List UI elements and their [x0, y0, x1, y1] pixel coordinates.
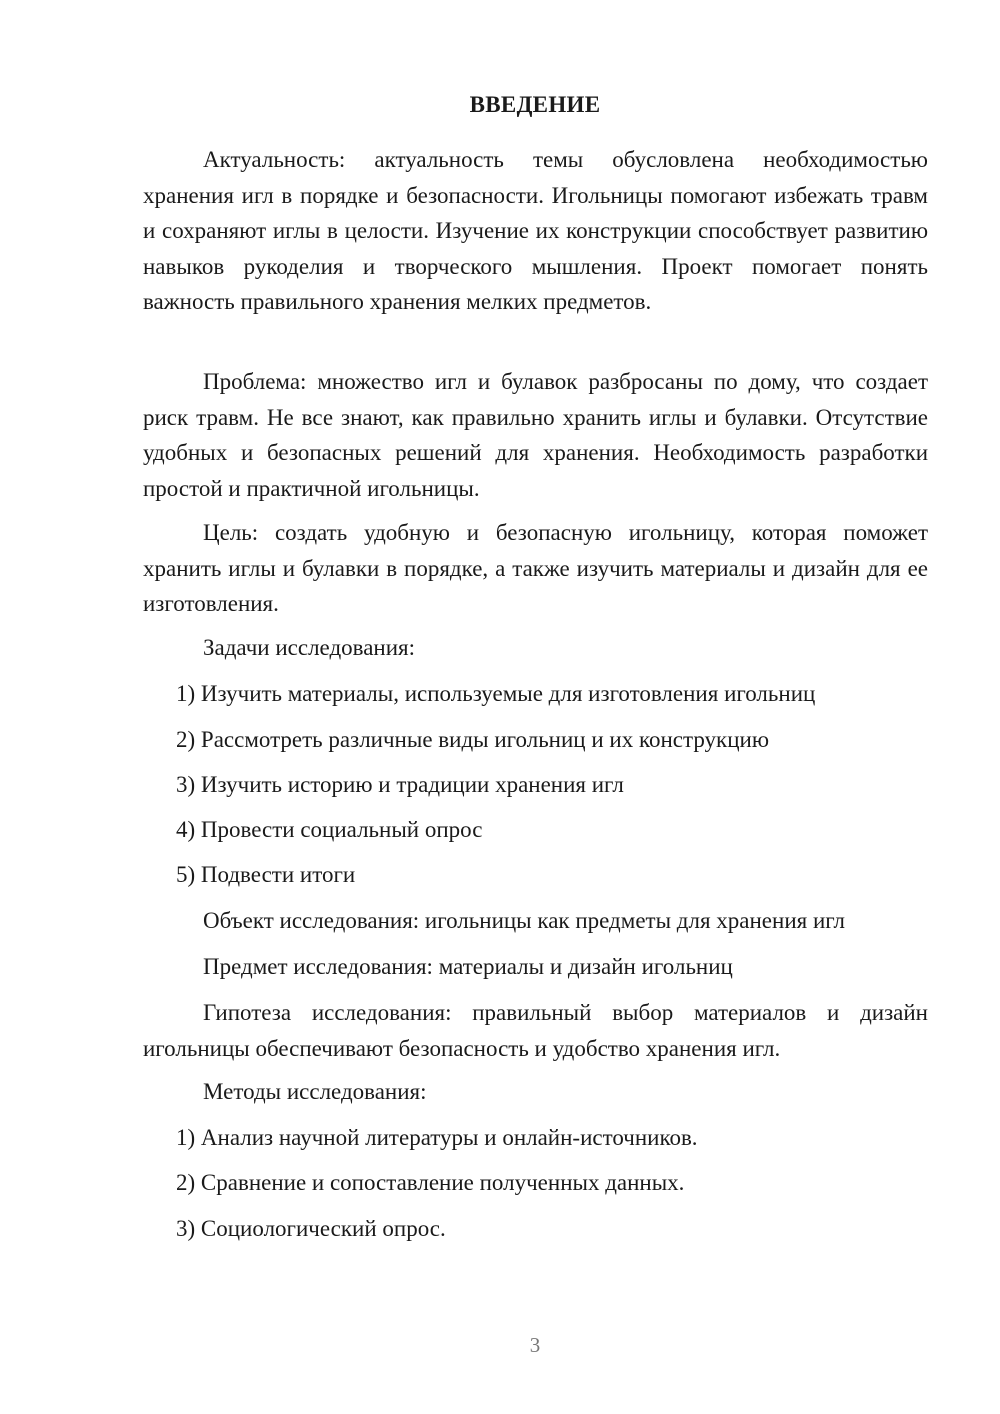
paragraph-goal: Цель: создать удобную и безопасную игольницу, которая поможет хранить иглы и булавки в порядке, а также изучить материалы и дизайн для ее изготовления.: [143, 520, 928, 616]
paragraph-problem: Проблема: множество игл и булавок разбросаны по дому, что создает риск травм. Не все знают, как правильно хранить иглы и булавки. Отсутствие удобных и безопасных решений для хранения. Необходимость разработки простой и практичной игольницы.: [143, 369, 928, 501]
paragraph-subject: Предмет исследования: материалы и дизайн игольниц: [203, 954, 733, 979]
method-item-2: 2) Сравнение и сопоставление полученных данных.: [176, 1170, 685, 1195]
task-item-2: 2) Рассмотреть различные виды игольниц и их конструкцию: [176, 727, 770, 752]
paragraph-object: Объект исследования: игольницы как предметы для хранения игл: [203, 908, 846, 933]
page-title: ВВЕДЕНИЕ: [469, 92, 601, 117]
paragraph-relevance: Актуальность: актуальность темы обусловлена необходимостью хранения игл в порядке и безопасности. Игольницы помогают избежать травм и сохраняют иглы в целости. Изучение их конструкции способствует развитию навыков рукоделия и творческого мышления. Проект помогает понять важность правильного хранения мелких предметов.: [143, 147, 928, 314]
tasks-heading: Задачи исследования:: [203, 635, 416, 660]
paragraph-hypothesis: Гипотеза исследования: правильный выбор материалов и дизайн игольницы обеспечивают безопасность и удобство хранения игл.: [143, 1000, 928, 1061]
method-item-3: 3) Социологический опрос.: [176, 1216, 446, 1241]
task-item-1: 1) Изучить материалы, используемые для изготовления игольниц: [176, 681, 816, 706]
task-item-3: 3) Изучить историю и традиции хранения игл: [176, 772, 624, 797]
task-item-5: 5) Подвести итоги: [176, 862, 356, 887]
task-item-4: 4) Провести социальный опрос: [176, 817, 483, 842]
methods-heading: Методы исследования:: [203, 1079, 427, 1104]
page-number: 3: [529, 1333, 541, 1357]
method-item-1: 1) Анализ научной литературы и онлайн-источников.: [176, 1125, 698, 1150]
